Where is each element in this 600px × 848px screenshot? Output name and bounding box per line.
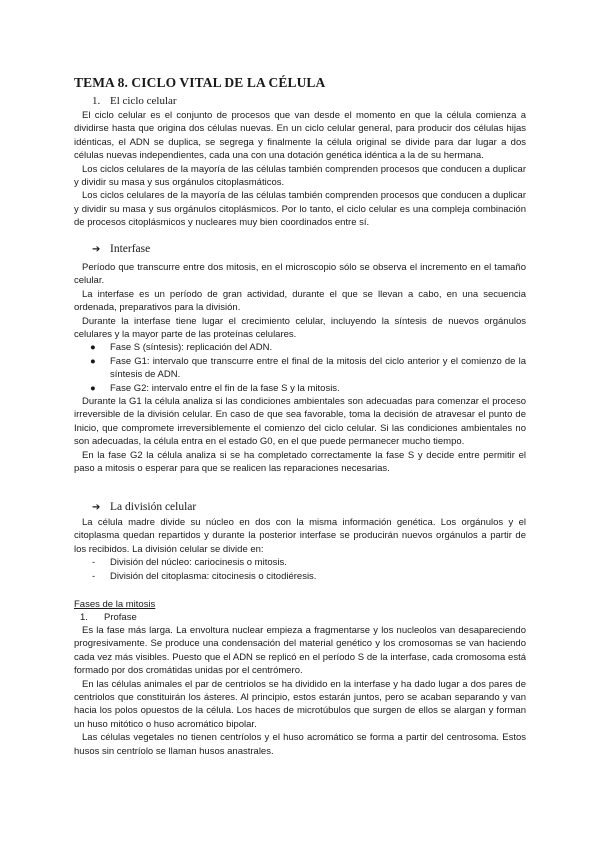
paragraph: Durante la G1 la célula analiza si las condiciones ambientales son adecuadas para comenzar el proceso irreversible de la división celular. En caso de que sea favorable, toma la decisión de atravesar el punto de Inicio, que compromete irreversiblemente el comienzo del ciclo celular. Si las condiciones ambientales no son adecuadas, la célula entra en el estado G0, en el que puede permanecer mucho tiempo.	[74, 396, 526, 448]
paragraph: Es la fase más larga. La envoltura nuclear empieza a fragmentarse y los nucleolos van desapareciendo progresivamente. Se produce una condensación del material genético y los cromosomas se van haciendo cada vez más visibles. Puesto que el ADN se replicó en el período S de la interfase, cada cromosoma está formado por dos cromátidas unidas por el centrómero.	[74, 625, 526, 677]
ciclo-celular-body	[74, 109, 526, 230]
fases-heading: Fases de la mitosis	[74, 599, 156, 610]
section-heading-division-celular	[92, 501, 196, 513]
division-list	[74, 556, 526, 583]
profase-body	[74, 624, 526, 758]
paragraph: Los ciclos celulares de la mayoría de las células también comprenden procesos que conducen a duplicar y dividir su masa y sus orgánulos citoplásmicos. Por lo tanto, el ciclo celular es una compleja combinación de procesos citoplásmicos y nucleares muy bien coordinados entre sí.	[74, 190, 526, 229]
phase-list	[74, 341, 526, 395]
section-heading-ciclo-celular	[92, 95, 177, 107]
paragraph: En las células animales el par de centriolos se ha dividido en la interfase y ha dado lugar a dos pares de centriolos que constituirán los ásteres. Al principio, estos estarán juntos, pero se acaban separando y van hacia los polos opuestos de la célula. Los haces de microtúbulos que surgen de ellos se alargan y forman un huso mitótico o huso acromático bipolar.	[74, 678, 526, 730]
bullet-icon: ●	[90, 342, 96, 354]
arrow-right-icon: ➔	[92, 502, 101, 513]
paragraph: En la fase G2 la célula analiza si se ha completado correctamente la fase S y decide entre permitir el paso a mitosis o esperar para que se realicen las reparaciones necesarias.	[74, 449, 526, 475]
list-item: ● Fase G1: intervalo que transcurre entre el final de la mitosis del ciclo anterior y el comienzo de la síntesis de ADN.	[90, 355, 526, 381]
section-title: La división celular	[110, 501, 197, 513]
section-number: 1.	[92, 95, 101, 107]
section-title: Profase	[104, 612, 137, 623]
section-title: Interfase	[110, 243, 151, 255]
arrow-right-icon: ➔	[92, 244, 101, 255]
paragraph: Período que transcurre entre dos mitosis, en el microscopio sólo se observa el incremento en el tamaño celular.	[74, 262, 526, 287]
list-item: ● Fase S (síntesis): replicación del ADN.	[90, 342, 273, 354]
paragraph: Las células vegetales no tienen centríolos y el huso acromático se forma a partir del centrosoma. Estos husos sin centríolo se llaman husos anastrales.	[74, 732, 526, 757]
dash-icon: -	[92, 570, 96, 582]
paragraph: Durante la interfase tiene lugar el crecimiento celular, incluyendo la síntesis de nuevos orgánulos celulares y la mayor parte de las proteínas celulares.	[74, 315, 526, 341]
paragraph: Los ciclos celulares de la mayoría de las células también comprenden procesos que conducen a duplicar y dividir su masa y sus orgánulos citoplasmáticos.	[74, 163, 526, 189]
bullet-icon: ●	[90, 382, 96, 394]
section-heading-interfase	[92, 243, 150, 255]
division-body	[74, 516, 526, 583]
list-item: ● Fase G2: intervalo entre el fin de la fase S y la mitosis.	[90, 382, 340, 394]
section-number: 1.	[80, 612, 88, 623]
interfase-body	[74, 261, 526, 476]
page-title: TEMA 8. CICLO VITAL DE LA CÉLULA	[74, 75, 326, 90]
list-item: - División del citoplasma: citocinesis o citodiéresis.	[92, 570, 317, 582]
section-title: El ciclo celular	[110, 95, 177, 107]
profase-heading	[80, 611, 137, 624]
list-item: - División del núcleo: cariocinesis o mitosis.	[92, 557, 287, 569]
paragraph: La célula madre divide su núcleo en dos con la misma información genética. Los orgánulos y el citoplasma quedan repartidos y durante la posterior interfase se producirán nuevos orgánulos a partir de los recibidos. La división celular se divide en:	[74, 517, 526, 555]
dash-icon: -	[92, 557, 96, 569]
paragraph: El ciclo celular es el conjunto de procesos que van desde el momento en que la célula comienza a dividirse hasta que origina dos células nuevas. En un ciclo celular general, para producir dos células hijas idénticas, el ADN se duplica, se segrega y finalmente la célula original se divide para dar lugar a dos células nuevas independientes, cada una con una dotación genética idéntica a la de su hermana.	[74, 110, 526, 162]
bullet-icon: ●	[90, 355, 96, 367]
paragraph: La interfase es un período de gran actividad, durante el que se llevan a cabo, en una secuencia ordenada, preparativos para la división.	[74, 288, 526, 314]
